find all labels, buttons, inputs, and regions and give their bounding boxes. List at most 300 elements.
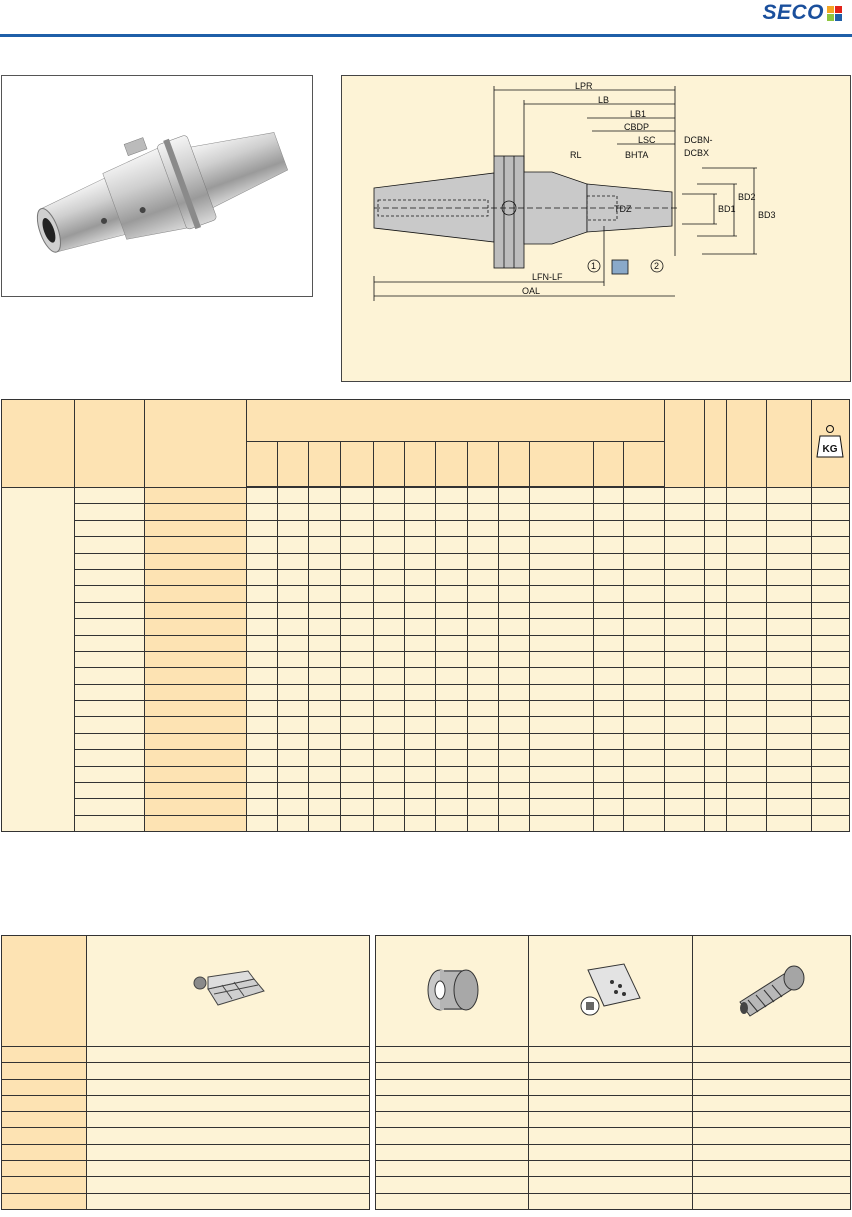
spec-cell	[811, 733, 849, 749]
accessory-cell	[376, 1161, 529, 1177]
spec-cell	[727, 783, 767, 799]
header-rule	[0, 34, 852, 37]
spec-cell	[404, 586, 435, 602]
spec-header-row	[2, 400, 850, 442]
spec-cell	[247, 488, 278, 504]
spec-cell	[593, 569, 623, 585]
spec-cell	[705, 717, 727, 733]
spec-cell	[278, 602, 309, 618]
spec-cell	[665, 569, 705, 585]
accessory-cell	[693, 1161, 851, 1177]
spec-cell	[340, 750, 373, 766]
accessory-cell	[376, 1193, 529, 1209]
spec-col-a	[2, 400, 75, 488]
spec-cell	[340, 651, 373, 667]
spec-table-row	[2, 602, 850, 618]
spec-cell	[530, 766, 593, 782]
accessory-cell	[693, 1128, 851, 1144]
accessory-cell	[376, 1047, 529, 1063]
spec-cell	[705, 602, 727, 618]
spec-cell	[435, 586, 467, 602]
accessory-part-header	[693, 936, 851, 1047]
spec-cell	[499, 684, 530, 700]
spec-cell	[499, 488, 530, 504]
spec-cell	[309, 537, 340, 553]
spec-cell	[404, 504, 435, 520]
spec-cell	[593, 701, 623, 717]
accessory-cell	[87, 1079, 370, 1095]
seco-logo-text: SECO	[762, 1, 824, 24]
spec-cell	[404, 684, 435, 700]
accessory-part-header	[529, 936, 693, 1047]
spec-cell	[278, 799, 309, 815]
spec-cell	[435, 619, 467, 635]
weight-icon-label: KG	[822, 444, 838, 455]
spec-code-cell	[144, 635, 246, 651]
spec-cell	[435, 504, 467, 520]
spec-col-c	[144, 400, 246, 488]
spec-cell	[309, 520, 340, 536]
spec-cell	[727, 520, 767, 536]
spec-table-row	[2, 553, 850, 569]
spec-subcol-11	[593, 442, 623, 487]
spec-subcol-4	[340, 442, 373, 487]
accessory-right-row	[376, 1128, 851, 1144]
spec-code-cell	[144, 766, 246, 782]
spec-cell	[727, 537, 767, 553]
spec-cell	[75, 635, 144, 651]
accessory-cell	[693, 1177, 851, 1193]
spec-cell	[340, 569, 373, 585]
spec-code-cell	[144, 750, 246, 766]
spec-cell	[278, 684, 309, 700]
spec-cell	[705, 569, 727, 585]
accessory-label-header	[2, 936, 87, 1047]
spec-cell	[373, 488, 404, 504]
spec-cell	[623, 733, 664, 749]
spec-cell	[435, 651, 467, 667]
spec-cell	[278, 668, 309, 684]
spec-cell	[75, 684, 144, 700]
accessory-cell	[87, 1193, 370, 1209]
spec-cell	[623, 504, 664, 520]
spec-cell	[593, 733, 623, 749]
spec-col-extra-4	[767, 400, 811, 488]
spec-code-cell	[144, 668, 246, 684]
accessory-cell	[529, 1047, 693, 1063]
spec-cell	[811, 815, 849, 831]
spec-cell	[247, 668, 278, 684]
label-bhta: BHTA	[625, 150, 649, 160]
accessory-table-right	[375, 935, 851, 1210]
spec-cell	[468, 635, 499, 651]
spec-cell	[499, 701, 530, 717]
spec-cell	[623, 569, 664, 585]
spec-cell	[727, 668, 767, 684]
spec-cell	[278, 553, 309, 569]
accessory-label-cell	[2, 1193, 87, 1209]
accessory-right-row	[376, 1161, 851, 1177]
accessory-kit-header	[87, 936, 370, 1047]
spec-code-cell	[144, 488, 246, 504]
spec-cell	[767, 815, 811, 831]
spec-code-cell	[144, 602, 246, 618]
spec-cell	[530, 815, 593, 831]
accessory-label-cell	[2, 1112, 87, 1128]
spec-cell	[247, 602, 278, 618]
spec-cell	[499, 520, 530, 536]
spec-cell	[530, 733, 593, 749]
spec-cell	[593, 553, 623, 569]
spec-cell	[435, 635, 467, 651]
spec-cell	[623, 520, 664, 536]
accessory-cell	[87, 1063, 370, 1079]
spec-table	[1, 399, 850, 832]
spec-cell	[75, 553, 144, 569]
spec-cell	[705, 684, 727, 700]
spec-cell	[811, 553, 849, 569]
spec-cell	[727, 602, 767, 618]
spec-cell	[247, 750, 278, 766]
spec-cell	[278, 733, 309, 749]
spec-code-cell	[144, 520, 246, 536]
spec-cell	[468, 684, 499, 700]
spec-cell	[468, 520, 499, 536]
spec-cell	[404, 783, 435, 799]
spec-cell	[705, 766, 727, 782]
spec-cell	[530, 684, 593, 700]
spec-cell	[75, 668, 144, 684]
spec-table-row	[2, 619, 850, 635]
spec-cell	[593, 651, 623, 667]
spec-cell	[435, 520, 467, 536]
spec-cell	[499, 537, 530, 553]
spec-cell	[705, 488, 727, 504]
spec-cell	[727, 619, 767, 635]
spec-cell	[75, 520, 144, 536]
spec-cell	[530, 504, 593, 520]
accessory-right-row	[376, 1193, 851, 1209]
spec-cell	[767, 619, 811, 635]
spec-cell	[404, 619, 435, 635]
spec-group-cell	[2, 488, 75, 832]
spec-col-weight	[811, 400, 849, 488]
accessory-cell	[87, 1095, 370, 1111]
spec-cell	[309, 602, 340, 618]
accessory-cell	[376, 1177, 529, 1193]
spec-cell	[705, 619, 727, 635]
spec-cell	[373, 651, 404, 667]
spec-cell	[309, 569, 340, 585]
accessory-cell	[87, 1144, 370, 1160]
spec-cell	[468, 783, 499, 799]
spec-cell	[811, 717, 849, 733]
label-lsc: LSC	[638, 135, 656, 145]
spec-cell	[811, 602, 849, 618]
spec-cell	[623, 651, 664, 667]
spec-cell	[373, 504, 404, 520]
spec-table-row	[2, 537, 850, 553]
spec-cell	[530, 750, 593, 766]
spec-cell	[530, 783, 593, 799]
spec-cell	[530, 569, 593, 585]
spec-cell	[278, 586, 309, 602]
spec-cell	[767, 569, 811, 585]
accessory-cell	[693, 1112, 851, 1128]
accessory-cell	[376, 1079, 529, 1095]
spec-cell	[278, 717, 309, 733]
spec-cell	[340, 783, 373, 799]
accessory-cell	[376, 1095, 529, 1111]
accessory-cell	[529, 1095, 693, 1111]
spec-cell	[499, 750, 530, 766]
callout-2: 2	[654, 261, 660, 271]
spec-cell	[247, 553, 278, 569]
spec-cell	[705, 799, 727, 815]
spec-col-extra-2	[705, 400, 727, 488]
accessory-right-row	[376, 1144, 851, 1160]
spec-cell	[623, 586, 664, 602]
product-photo	[1, 75, 313, 297]
spec-cell	[705, 520, 727, 536]
accessory-row	[2, 1161, 370, 1177]
spec-cell	[499, 783, 530, 799]
spec-code-cell	[144, 684, 246, 700]
spec-cell	[727, 651, 767, 667]
spec-cell	[499, 799, 530, 815]
spec-cell	[75, 569, 144, 585]
spec-cell	[404, 701, 435, 717]
spec-cell	[665, 602, 705, 618]
spec-cell	[309, 586, 340, 602]
spec-cell	[623, 619, 664, 635]
spec-cell	[727, 733, 767, 749]
spec-cell	[75, 799, 144, 815]
accessory-row	[2, 1063, 370, 1079]
spec-cell	[75, 651, 144, 667]
spec-code-cell	[144, 799, 246, 815]
spec-cell	[811, 537, 849, 553]
spec-cell	[665, 668, 705, 684]
spec-cell	[665, 733, 705, 749]
spec-cell	[623, 783, 664, 799]
spec-cell	[278, 488, 309, 504]
spec-cell	[468, 619, 499, 635]
spec-cell	[404, 537, 435, 553]
spec-cell	[373, 733, 404, 749]
spec-cell	[247, 635, 278, 651]
spec-cell	[705, 733, 727, 749]
accessory-cell	[529, 1112, 693, 1128]
accessory-cell	[87, 1177, 370, 1193]
spec-cell	[247, 586, 278, 602]
spec-cell	[435, 602, 467, 618]
spec-cell	[593, 717, 623, 733]
spec-cell	[811, 619, 849, 635]
weight-icon	[815, 424, 845, 460]
spec-cell	[705, 504, 727, 520]
spec-cell	[705, 537, 727, 553]
spec-cell	[530, 586, 593, 602]
spec-cell	[373, 553, 404, 569]
spec-cell	[309, 733, 340, 749]
spec-cell	[623, 815, 664, 831]
spec-code-cell	[144, 537, 246, 553]
spec-cell	[247, 717, 278, 733]
accessory-cell	[693, 1193, 851, 1209]
spec-cell	[340, 553, 373, 569]
spec-cell	[309, 488, 340, 504]
spec-cell	[278, 783, 309, 799]
spec-cell	[767, 488, 811, 504]
spec-subcol-1	[247, 442, 278, 487]
spec-cell	[767, 553, 811, 569]
spec-cell	[593, 635, 623, 651]
accessory-cell	[529, 1079, 693, 1095]
spec-cell	[665, 750, 705, 766]
label-lb1: LB1	[630, 109, 647, 119]
accessory-cell	[87, 1128, 370, 1144]
spec-code-cell	[144, 815, 246, 831]
spec-subcol-12	[623, 442, 664, 487]
spec-cell	[340, 701, 373, 717]
spec-cell	[278, 569, 309, 585]
spec-cell	[75, 717, 144, 733]
spec-subcol-8	[468, 442, 499, 487]
spec-cell	[373, 668, 404, 684]
spec-cell	[340, 799, 373, 815]
spec-cell	[499, 504, 530, 520]
spec-cell	[811, 701, 849, 717]
spec-cell	[727, 750, 767, 766]
spec-cell	[499, 619, 530, 635]
accessory-label-cell	[2, 1079, 87, 1095]
spec-cell	[309, 684, 340, 700]
spec-cell	[530, 651, 593, 667]
spec-cell	[340, 815, 373, 831]
spec-cell	[340, 504, 373, 520]
spec-cell	[278, 537, 309, 553]
accessory-label-cell	[2, 1128, 87, 1144]
spec-cell	[499, 553, 530, 569]
spec-code-cell	[144, 619, 246, 635]
spec-cell	[811, 750, 849, 766]
spec-table-row	[2, 569, 850, 585]
accessory-right-row	[376, 1112, 851, 1128]
spec-cell	[499, 651, 530, 667]
spec-cell	[435, 799, 467, 815]
spec-subcol-2	[278, 442, 309, 487]
spec-cell	[530, 799, 593, 815]
spec-cell	[373, 520, 404, 536]
spec-cell	[811, 668, 849, 684]
spec-cell	[309, 783, 340, 799]
spec-cell	[530, 602, 593, 618]
spec-cell	[404, 766, 435, 782]
spec-cell	[373, 635, 404, 651]
seco-logo-mark	[827, 6, 842, 21]
spec-col-extra-3	[727, 400, 767, 488]
spec-cell	[278, 815, 309, 831]
spec-cell	[404, 799, 435, 815]
spec-cell	[727, 766, 767, 782]
spec-cell	[767, 602, 811, 618]
spec-cell	[727, 684, 767, 700]
accessory-row	[2, 1144, 370, 1160]
spec-cell	[247, 799, 278, 815]
spec-cell	[767, 766, 811, 782]
accessory-label-cell	[2, 1161, 87, 1177]
spec-cell	[593, 750, 623, 766]
accessory-row	[2, 1047, 370, 1063]
spec-cell	[727, 815, 767, 831]
spec-cell	[404, 815, 435, 831]
spec-cell	[340, 684, 373, 700]
spec-cell	[340, 586, 373, 602]
spec-cell	[593, 488, 623, 504]
spec-cell	[247, 783, 278, 799]
spec-cell	[705, 815, 727, 831]
accessory-row	[2, 1177, 370, 1193]
accessory-row	[2, 1193, 370, 1209]
spec-cell	[75, 733, 144, 749]
spec-cell	[665, 586, 705, 602]
spec-cell	[468, 717, 499, 733]
spec-cell	[665, 684, 705, 700]
spec-cell	[278, 651, 309, 667]
spec-cell	[309, 701, 340, 717]
spec-cell	[499, 766, 530, 782]
spec-table-row	[2, 733, 850, 749]
spec-code-cell	[144, 733, 246, 749]
spec-cell	[767, 520, 811, 536]
logo-square-green	[827, 14, 834, 21]
spec-cell	[404, 635, 435, 651]
spec-cell	[665, 783, 705, 799]
spec-code-cell	[144, 586, 246, 602]
spec-cell	[727, 799, 767, 815]
spec-cell	[593, 799, 623, 815]
spec-cell	[811, 799, 849, 815]
spec-cell	[468, 733, 499, 749]
spec-cell	[623, 602, 664, 618]
spec-cell	[278, 750, 309, 766]
spec-cell	[468, 602, 499, 618]
spec-cell	[468, 553, 499, 569]
spec-cell	[373, 717, 404, 733]
spec-cell	[404, 668, 435, 684]
spec-cell	[665, 504, 705, 520]
accessory-right-row	[376, 1079, 851, 1095]
spec-cell	[373, 750, 404, 766]
spec-code-cell	[144, 504, 246, 520]
spec-cell	[767, 586, 811, 602]
spec-cell	[435, 488, 467, 504]
spec-cell	[623, 635, 664, 651]
spec-cell	[247, 537, 278, 553]
spec-cell	[705, 701, 727, 717]
spec-cell	[811, 520, 849, 536]
spec-cell	[340, 488, 373, 504]
spec-cell	[530, 619, 593, 635]
spec-cell	[247, 766, 278, 782]
spec-cell	[373, 537, 404, 553]
spec-cell	[404, 553, 435, 569]
spec-cell	[373, 569, 404, 585]
spec-cell	[404, 750, 435, 766]
spec-cell	[530, 701, 593, 717]
spec-cell	[665, 635, 705, 651]
